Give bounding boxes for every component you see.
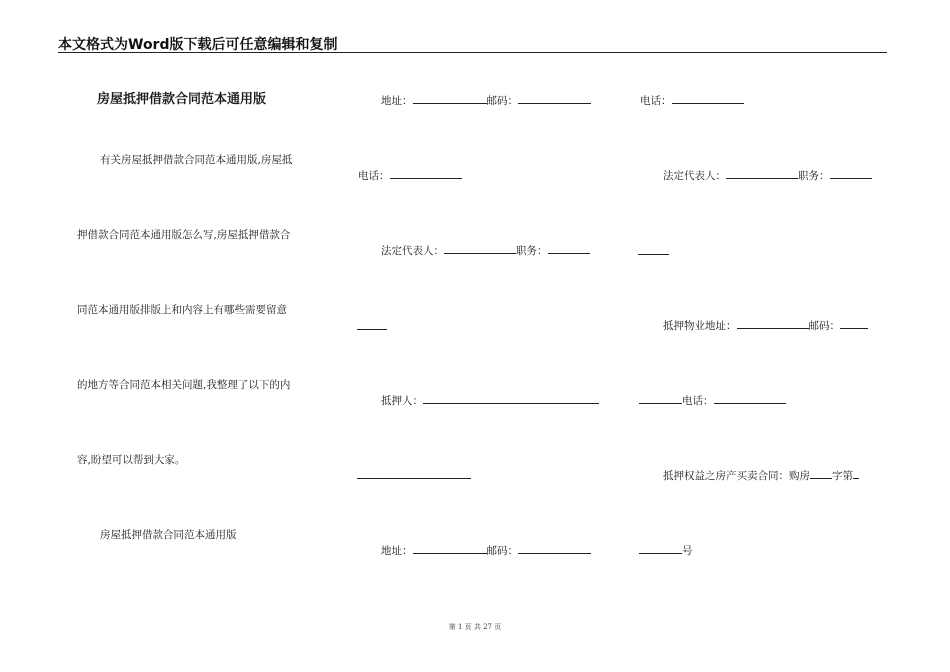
phone4-label: 电话： [682,395,714,407]
hao-field-row [639,542,693,558]
zi-blank[interactable] [853,467,859,479]
mortgagor-blank[interactable] [423,392,599,404]
mortgagor-field-row [381,392,599,408]
legal-rep3-field-row [663,167,872,183]
position-label: 职务： [516,245,548,257]
property-addr-blank[interactable] [737,317,809,329]
address-label: 地址： [381,95,413,107]
address-blank[interactable] [413,92,487,104]
phone-label: 电话： [358,170,390,182]
postcode-label: 邮码： [486,95,518,107]
hao-label: 号 [682,545,693,557]
postcode-blank[interactable] [518,92,591,104]
postcode2-blank[interactable] [518,542,591,554]
header-rule [58,52,887,53]
legal-rep3-label: 法定代表人： [663,170,726,182]
contract-field-row [663,467,859,483]
blank-line[interactable] [357,478,471,479]
zi-label: 字第 [832,470,853,482]
phone3-blank[interactable] [672,92,744,104]
intro-line-5: 容,盼望可以帮到大家。 [77,454,186,466]
phone3-label: 电话： [640,95,672,107]
postcode2-label: 邮码： [486,545,518,557]
phone3-field-row [640,92,744,108]
address2-field-row [381,542,591,558]
intro-line-4: 的地方等合同范本相关问题,我整理了以下的内 [77,379,291,391]
intro-line-2: 押借款合同范本通用版怎么写,房屋抵押借款合 [77,229,291,241]
section-title: 房屋抵押借款合同范本通用版 [100,529,237,541]
doc-title: 房屋抵押借款合同范本通用版 [97,92,267,107]
property-addr-label: 抵押物业地址： [663,320,737,332]
position3-blank[interactable] [830,167,872,179]
address2-blank[interactable] [413,542,487,554]
property-addr-field-row [663,317,868,333]
phone4-pre-blank[interactable] [639,392,682,404]
address-field-row [381,92,591,108]
mortgagor-label: 抵押人： [381,395,423,407]
intro-line-1: 有关房屋抵押借款合同范本通用版,房屋抵 [100,154,293,166]
blank-line[interactable] [357,329,387,330]
contract-label: 抵押权益之房产买卖合同：购房 [663,470,810,482]
legal-rep-field-row [381,242,590,258]
intro-line-3: 同范本通用版排版上和内容上有哪些需要留意 [77,304,287,316]
legal-rep3-blank[interactable] [726,167,798,179]
phone4-blank[interactable] [714,392,786,404]
position3-label: 职务： [798,170,830,182]
contract-blank[interactable] [810,467,832,479]
page-header: 本文格式为Word版下载后可任意编辑和复制 [58,37,338,53]
legal-rep-blank[interactable] [444,242,516,254]
page-number: 第 1 页 共 27 页 [448,623,502,631]
hao-blank[interactable] [639,542,682,554]
address2-label: 地址： [381,545,413,557]
phone4-field-row [639,392,786,408]
phone-field-row [358,167,462,183]
position-blank[interactable] [548,242,590,254]
postcode3-blank[interactable] [840,317,868,329]
blank-line[interactable] [638,254,669,255]
phone-blank[interactable] [390,167,462,179]
postcode3-label: 邮码： [808,320,840,332]
legal-rep-label: 法定代表人： [381,245,444,257]
